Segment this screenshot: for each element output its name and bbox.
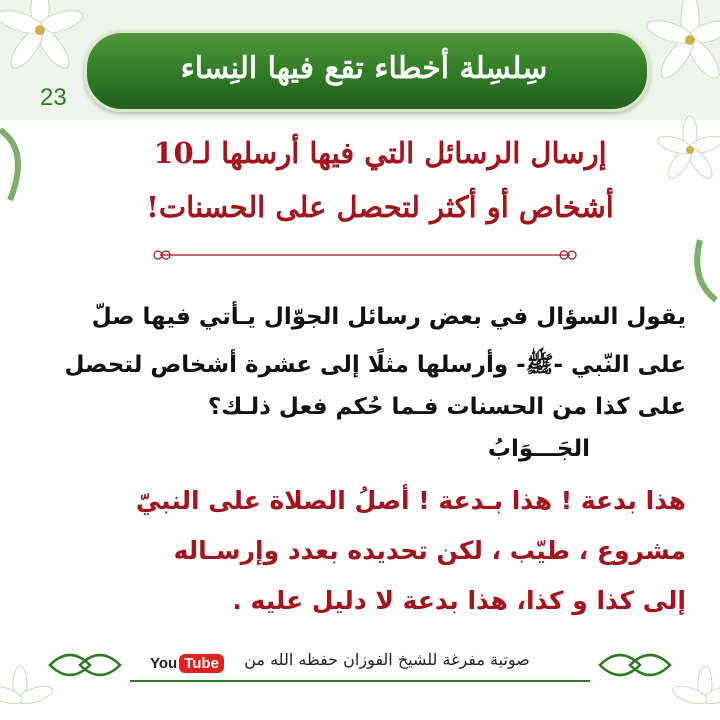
question-line-1: يقول السؤال في بعض رسائل الجوّال يـأتي فيها صلّ	[91, 304, 686, 330]
answer-line-1: هذا بدعة ! هذا بـدعة ! أصلُ الصلاة على النبيّ	[135, 486, 686, 515]
footer-credit: صوتية مفرغة للشيخ الفوزان حفظه الله من	[244, 650, 530, 669]
answer-label: الجَـــوَابُ	[487, 436, 590, 462]
answer-line-2: مشروع ، طيّب ، لكن تحديده بعدد وإرسـاله	[173, 536, 686, 565]
question-line-2: على النّبي -ﷺ- وأرسلها مثلًا إلى عشرة أشخاص لتحصل	[64, 352, 686, 378]
youtube-tube-text: Tube	[179, 654, 224, 673]
question-line-3: على كذا من الحسنات فـما حُكم فعل ذلـك؟	[207, 394, 686, 420]
headline-line-1: إرسال الرسائل التي فيها أرسلها لـ10	[153, 136, 607, 170]
series-title: سِلسِلة أخطاء تقع فيها النِساء	[180, 50, 548, 86]
answer-line-3: إلى كذا و كذا، هذا بدعة لا دليل عليه .	[232, 586, 686, 615]
episode-number: 23	[40, 84, 67, 111]
headline-line-2: أشخاص أو أكثر لتحصل على الحسنات!	[146, 190, 614, 224]
ornamental-divider-icon	[150, 248, 580, 262]
youtube-logo-icon	[150, 650, 224, 676]
youtube-you-text: You	[150, 654, 178, 672]
